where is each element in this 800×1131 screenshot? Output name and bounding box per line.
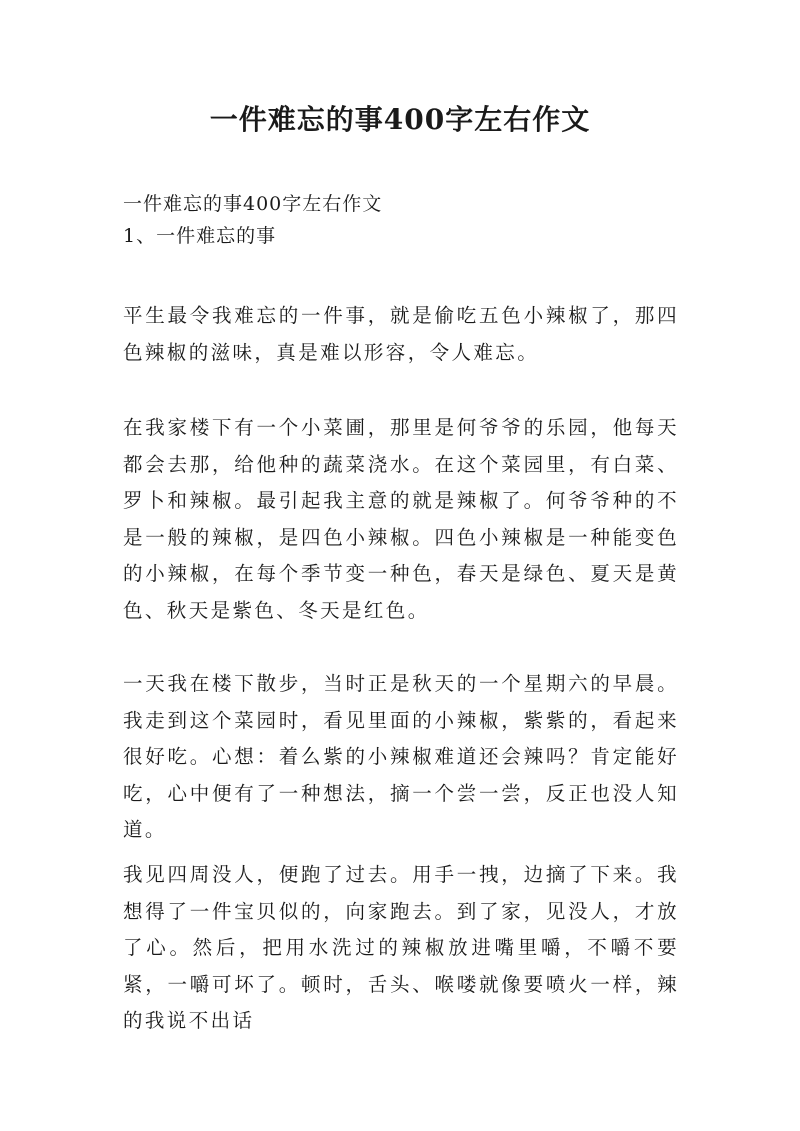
- section-heading: 1、一件难忘的事: [123, 225, 277, 247]
- paragraph: 我见四周没人，便跑了过去。用手一拽，边摘了下来。我想得了一件宝贝似的，向家跑去。到了家，见没人，才放了心。然后，把用水洗过的辣椒放进嘴里嚼，不嚼不要紧，一嚼可坏了。顿时，舌头、喉喽就像要喷火一样，辣的我说不出话: [123, 863, 679, 1032]
- paragraph: 一天我在楼下散步，当时正是秋天的一个星期六的早晨。我走到这个菜园时，看见里面的小辣椒，紫紫的，看起来很好吃。心想：着么紫的小辣椒难道还会辣吗？肯定能好吃，心中便有了一种想法，摘一个尝一尝，反正也没人知道。: [123, 672, 679, 841]
- document-title: 一件难忘的事400字左右作文: [209, 103, 591, 136]
- document-subtitle: 一件难忘的事400字左右作文: [123, 193, 383, 215]
- paragraph: 平生最令我难忘的一件事，就是偷吃五色小辣椒了，那四色辣椒的滋味，真是难以形容，令人难忘。: [123, 304, 679, 364]
- document-header: [123, 188, 683, 252]
- paragraph: 在我家楼下有一个小菜圃，那里是何爷爷的乐园，他每天都会去那，给他种的蔬菜浇水。在这个菜园里，有白菜、罗卜和辣椒。最引起我主意的就是辣椒了。何爷爷种的不是一般的辣椒，是四色小辣椒。四色小辣椒是一种能变色的小辣椒，在每个季节变一种色，春天是绿色、夏天是黄色、秋天是紫色、冬天是红色。: [123, 416, 679, 622]
